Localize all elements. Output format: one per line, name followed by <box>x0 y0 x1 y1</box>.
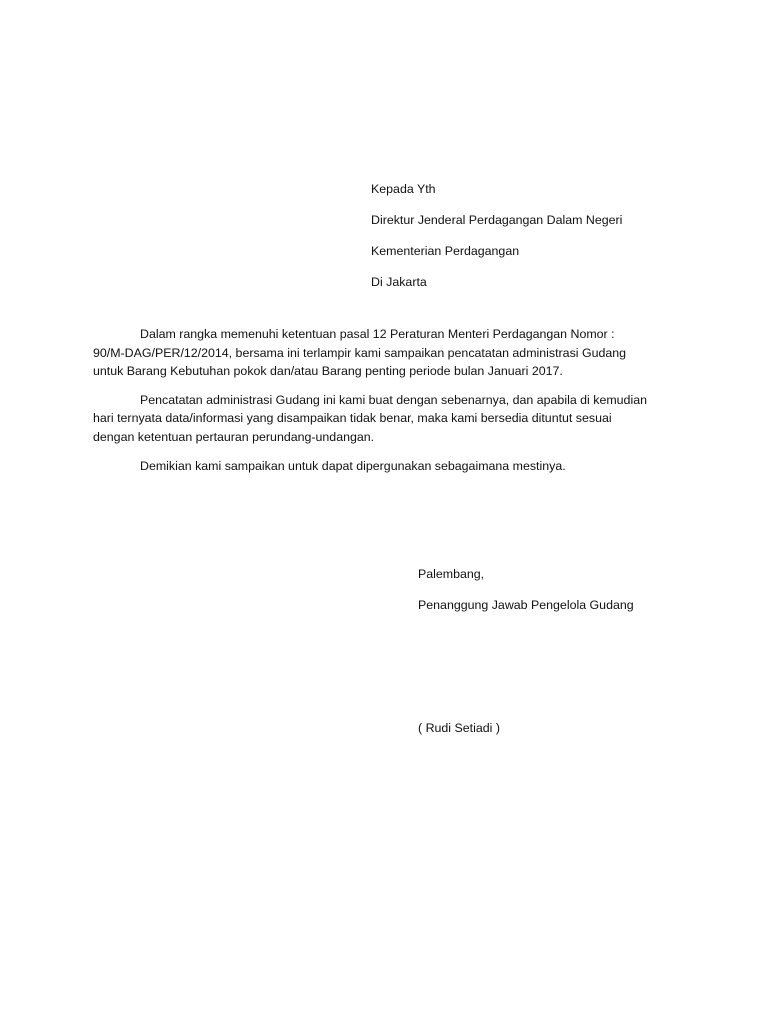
institution: Kementerian Perdagangan <box>371 244 520 258</box>
addressee-block <box>371 180 751 304</box>
letter-body <box>93 325 677 485</box>
paragraph-2-line-2: hari ternyata data/informasi yang disampaikan tidak benar, maka kami bersedia dituntut sesuai <box>93 411 612 426</box>
paragraph-1-line-2: 90/M-DAG/PER/12/2014, bersama ini terlampir kami sampaikan pencatatan administrasi Gudang <box>93 345 627 360</box>
paragraph-2 <box>93 391 677 447</box>
salutation: Kepada Yth <box>371 182 436 196</box>
paragraph-1 <box>93 325 677 381</box>
signature-block <box>418 565 748 627</box>
signature-place: Palembang, <box>418 567 485 581</box>
signer-name: ( Rudi Setiadi ) <box>418 721 500 735</box>
signature-title: Penanggung Jawab Pengelola Gudang <box>418 598 634 612</box>
paragraph-2-line-1: Pencatatan administrasi Gudang ini kami buat dengan sebenarnya, dan apabila di kemudian <box>140 392 647 407</box>
paragraph-1-line-1: Dalam rangka memenuhi ketentuan pasal 12 Peraturan Menteri Perdagangan Nomor : <box>140 327 615 341</box>
paragraph-2-line-3: dengan ketentuan pertauran perundang-undangan. <box>93 429 375 444</box>
paragraph-1-line-3: untuk Barang Kebutuhan pokok dan/atau Barang penting periode bulan Januari 2017. <box>93 364 563 379</box>
recipient: Direktur Jenderal Perdagangan Dalam Negeri <box>371 213 623 227</box>
paragraph-3: Demikian kami sampaikan untuk dapat dipergunakan sebagaimana mestinya. <box>140 458 566 473</box>
location: Di Jakarta <box>371 275 427 289</box>
